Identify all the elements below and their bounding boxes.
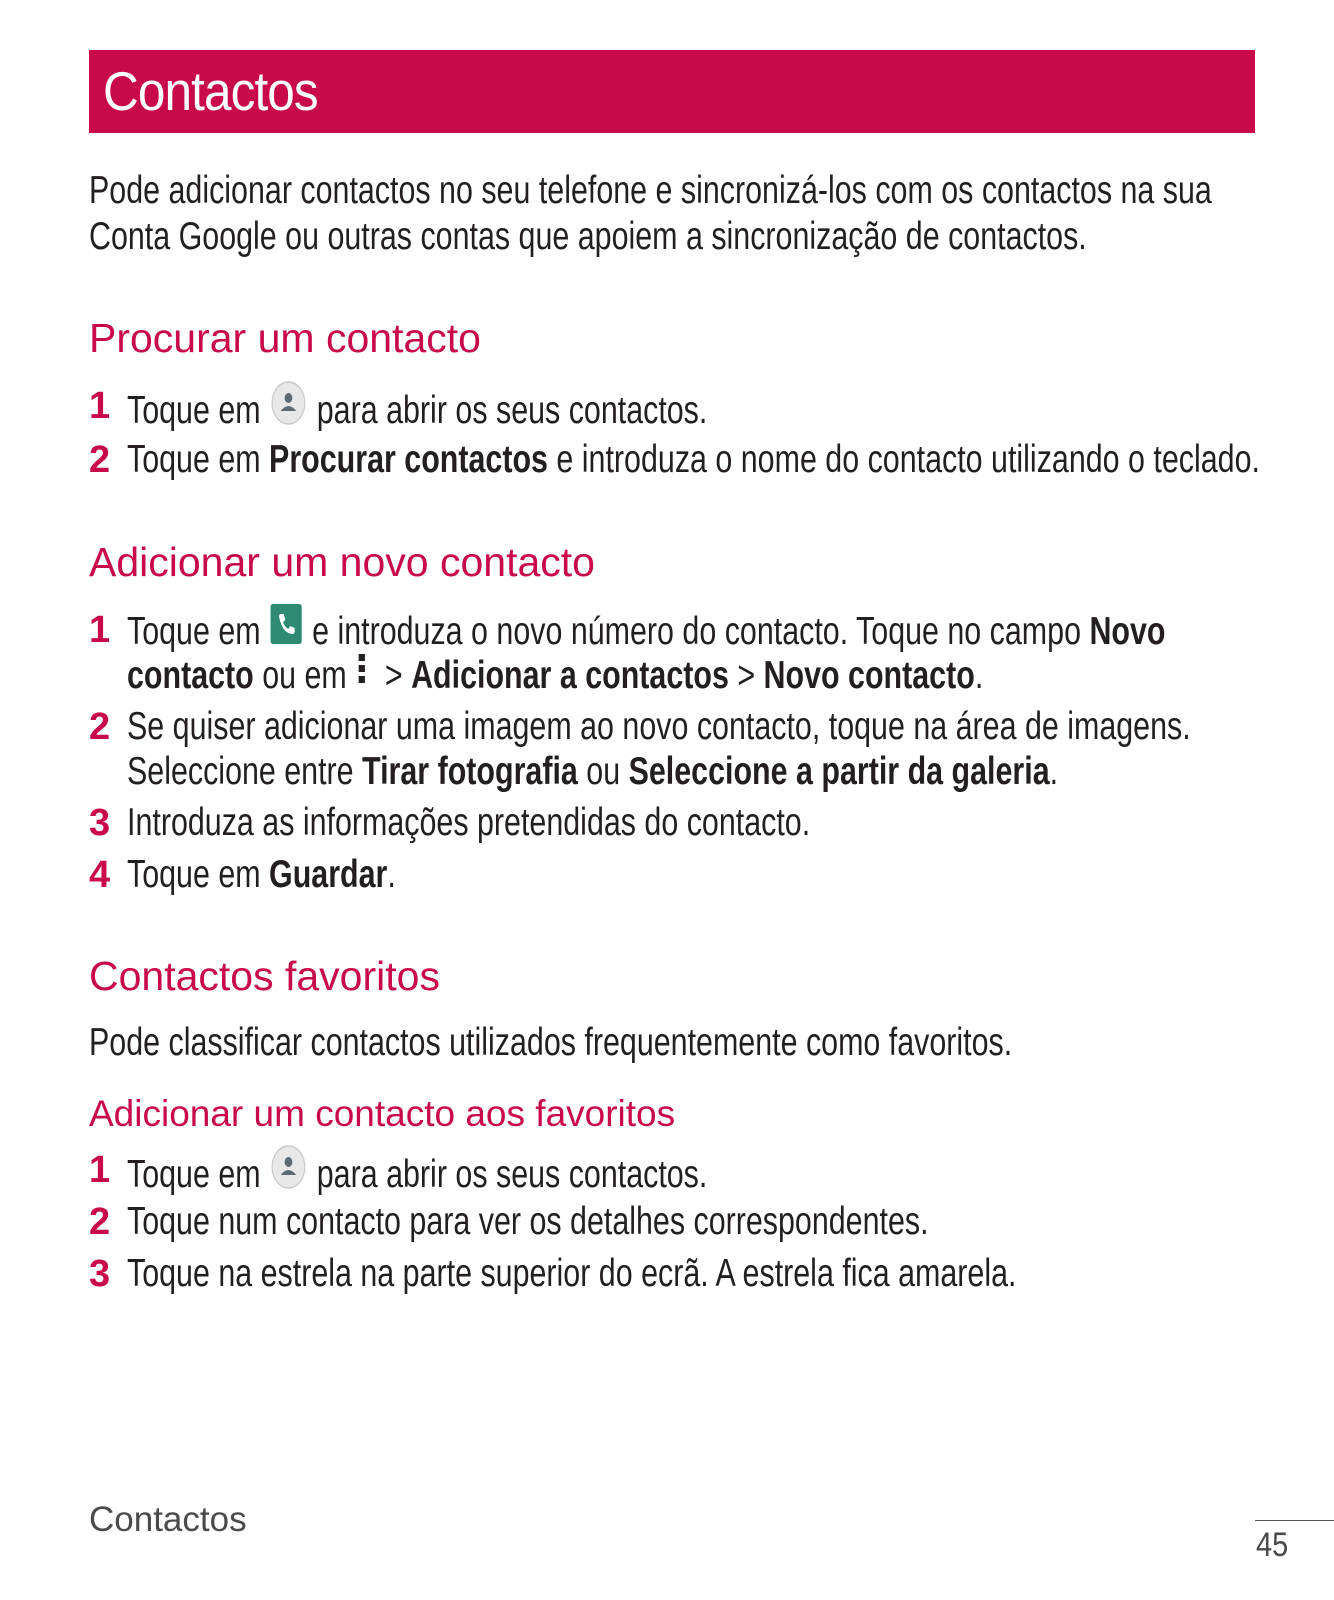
- ui-term: Adicionar a contactos: [411, 653, 729, 697]
- step-text: .: [387, 853, 396, 896]
- ui-term: Guardar: [269, 853, 388, 896]
- intro-paragraph: [89, 168, 1334, 260]
- step-text: Se quiser adicionar uma imagem ao novo contacto, toque na área de imagens.: [127, 705, 1191, 748]
- step-text: ou: [577, 750, 629, 793]
- favorites-intro: Pode classificar contactos utilizados frequentemente como favoritos.: [89, 1021, 1013, 1064]
- ui-term: Procurar contactos: [269, 438, 548, 481]
- subheading-add-favorite: Adicionar um contacto aos favoritos: [89, 1093, 676, 1134]
- contacts-app-icon: [270, 379, 307, 438]
- phone-app-icon: [270, 603, 303, 656]
- intro-line-1: Pode adicionar contactos no seu telefone e sincronizá-los com os contactos na sua: [89, 169, 1212, 212]
- page-number: 45: [1256, 1526, 1289, 1564]
- step-text: Toque na estrela na parte superior do ecrã. A estrela fica amarela.: [127, 1252, 1017, 1295]
- step-text: Toque em: [127, 853, 270, 896]
- ui-term: contacto: [127, 653, 254, 697]
- step-text: para abrir os seus contactos.: [316, 1152, 708, 1196]
- page-title: Contactos: [103, 60, 318, 122]
- heading-favorites: Contactos favoritos: [89, 953, 440, 999]
- step-number: 1: [89, 385, 111, 427]
- step-number: 2: [89, 439, 111, 481]
- step-number: 3: [89, 802, 111, 844]
- step-text: e introduza o novo número do contacto. Toque no campo: [312, 609, 1090, 653]
- ui-term: Novo: [1089, 609, 1166, 653]
- step-text: Toque em: [127, 1152, 261, 1196]
- more-options-icon: [356, 648, 367, 699]
- step-number: 4: [89, 854, 111, 896]
- step-text: Seleccione entre: [127, 750, 363, 793]
- heading-add: Adicionar um novo contacto: [89, 539, 595, 585]
- footer-divider: [1255, 1520, 1334, 1521]
- step-text: Toque em: [127, 388, 261, 432]
- step-text: Introduza as informações pretendidas do contacto.: [127, 801, 811, 844]
- footer-section-label: Contactos: [89, 1500, 247, 1539]
- step-number: 2: [89, 706, 111, 748]
- step-text: para abrir os seus contactos.: [316, 388, 708, 432]
- step-text: ou em: [253, 653, 347, 697]
- contacts-app-icon: [270, 1143, 307, 1202]
- separator: >: [728, 653, 764, 697]
- title-banner: [89, 50, 1255, 133]
- ui-term: Novo contacto: [763, 653, 975, 697]
- separator: >: [376, 653, 412, 697]
- step-text: Toque em: [127, 609, 261, 653]
- step-text: .: [974, 653, 984, 697]
- step-number: 2: [89, 1201, 111, 1243]
- step-number: 1: [89, 1149, 111, 1191]
- step-number: 3: [89, 1253, 111, 1295]
- step-text: Toque num contacto para ver os detalhes correspondentes.: [127, 1200, 929, 1243]
- heading-search: Procurar um contacto: [89, 315, 481, 361]
- ui-term: Tirar fotografia: [362, 750, 578, 793]
- step-text: Toque em: [127, 438, 270, 481]
- step-text: .: [1049, 750, 1059, 793]
- ui-term: Seleccione a partir da galeria: [628, 750, 1050, 793]
- step-number: 1: [89, 609, 111, 651]
- step-text: e introduza o nome do contacto utilizando o teclado.: [547, 438, 1260, 481]
- intro-line-2: Conta Google ou outras contas que apoiem a sincronização de contactos.: [89, 215, 1087, 258]
